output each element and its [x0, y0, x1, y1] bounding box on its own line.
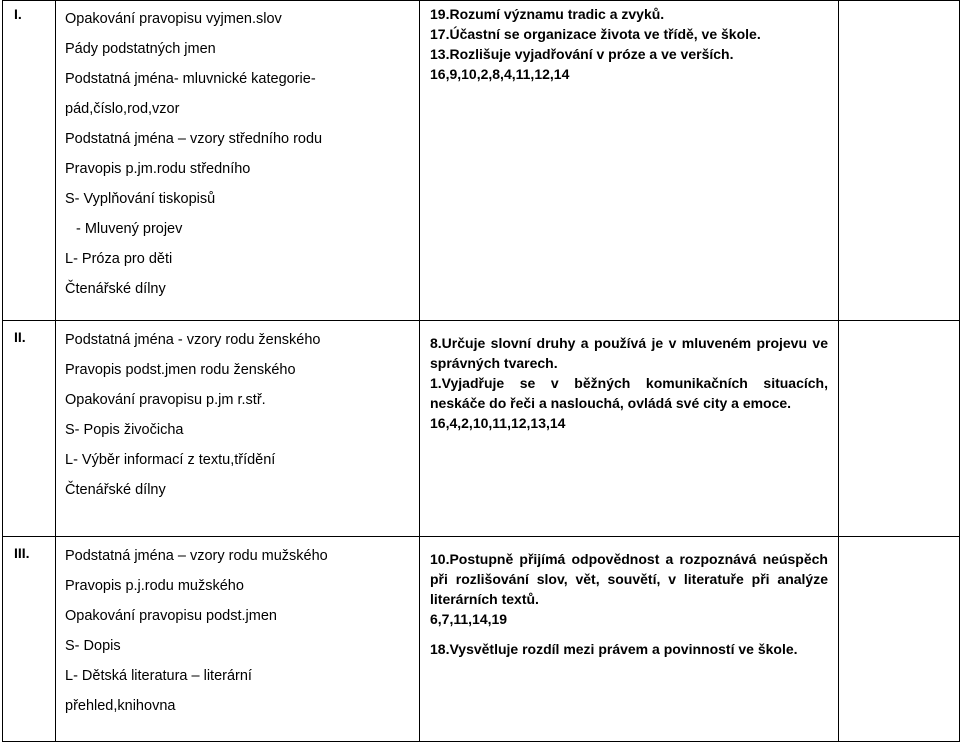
topic-line: S- Vyplňování tiskopisů [65, 191, 216, 207]
curriculum-table [2, 0, 960, 742]
topic-line: Podstatná jména - vzory rodu ženského [65, 332, 321, 348]
table-row [3, 1, 960, 321]
topic-line: S- Popis živočicha [65, 422, 184, 438]
outcome-line: 1.Vyjadřuje se v běžných komunikačních situacích, neskáče do řeči a naslouchá, ovládá své city a emoce. [430, 375, 828, 411]
spacer [430, 629, 828, 639]
outcome-line: 6,7,11,14,19 [430, 611, 508, 627]
topic-line: L- Výběr informací z textu,třídění [65, 452, 276, 468]
topic-line: Pravopis p.jm.rodu středního [65, 161, 251, 177]
topic-line: přehled,knihovna [65, 698, 176, 714]
outcome-line: 18.Vysvětluje rozdíl mezi právem a povinností ve škole. [430, 641, 798, 657]
topics-cell [56, 321, 420, 537]
topic-line: Čtenářské dílny [65, 281, 166, 297]
row-numeral: I. [3, 1, 56, 321]
topic-line: Pravopis podst.jmen rodu ženského [65, 362, 296, 378]
outcomes-cell [420, 537, 839, 742]
outcomes-cell [420, 1, 839, 321]
empty-cell [839, 537, 960, 742]
outcome-line: 13.Rozlišuje vyjadřování v próze a ve verších. [430, 46, 734, 62]
topic-line: - Mluvený projev [76, 221, 183, 237]
topic-line: Podstatná jména – vzory rodu mužského [65, 548, 328, 564]
outcomes-cell [420, 321, 839, 537]
table-row [3, 321, 960, 537]
topic-line: S- Dopis [65, 638, 121, 654]
outcome-line: 10.Postupně přijímá odpovědnost a rozpoznává neúspěch při rozlišování slov, vět, souvětí, v literatuře při analýze literárních textů. [430, 551, 828, 607]
topic-line: Pády podstatných jmen [65, 41, 216, 57]
topics-cell [56, 1, 420, 321]
topic-line: Pravopis p.j.rodu mužského [65, 578, 244, 594]
topic-line: Podstatná jména – vzory středního rodu [65, 131, 323, 147]
topics-cell [56, 537, 420, 742]
topic-line: Opakování pravopisu podst.jmen [65, 608, 277, 624]
empty-cell [839, 1, 960, 321]
topic-line: Opakování pravopisu p.jm r.stř. [65, 392, 266, 408]
topic-line: Čtenářské dílny [65, 482, 166, 498]
row-numeral: II. [3, 321, 56, 537]
outcome-line: 19.Rozumí významu tradic a zvyků. [430, 6, 665, 22]
topic-line: pád,číslo,rod,vzor [65, 101, 180, 117]
table-row [3, 537, 960, 742]
topic-line: Opakování pravopisu vyjmen.slov [65, 11, 282, 27]
topic-line: L- Dětská literatura – literární [65, 668, 252, 684]
empty-cell [839, 321, 960, 537]
outcome-line: 16,9,10,2,8,4,11,12,14 [430, 66, 570, 82]
topic-line: Podstatná jména- mluvnické kategorie- [65, 71, 316, 87]
outcome-line: 16,4,2,10,11,12,13,14 [430, 415, 566, 431]
topic-line: L- Próza pro děti [65, 251, 173, 267]
row-numeral: III. [3, 537, 56, 742]
outcome-line: 17.Účastní se organizace života ve třídě, ve škole. [430, 26, 761, 42]
outcome-line: 8.Určuje slovní druhy a používá je v mluveném projevu ve správných tvarech. [430, 335, 828, 371]
